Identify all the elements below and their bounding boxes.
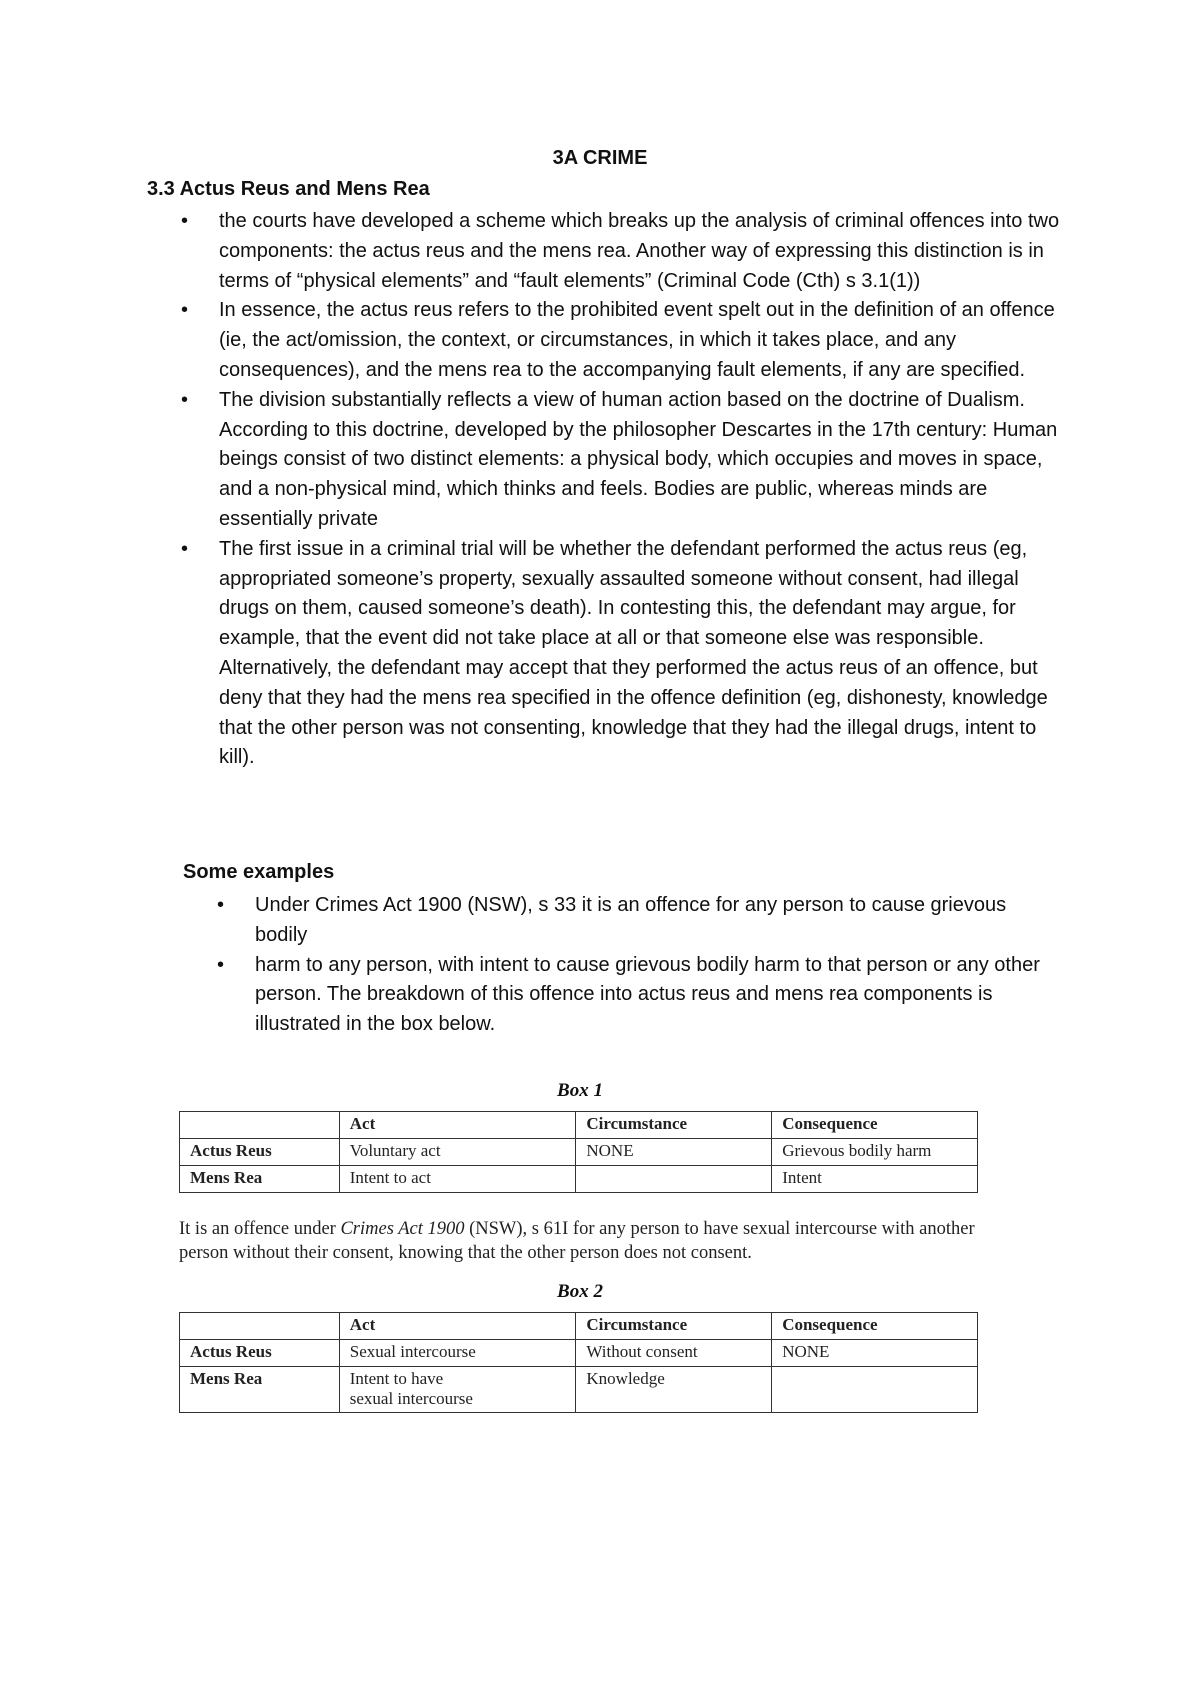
bullet-item: • In essence, the actus reus refers to the prohibited event spelt out in the definition of an offence (ie, the act/omission, the context, or circumstances, in which it takes place, and any consequences), and the mens rea to the accompanying fault elements, if any are specified. [147, 296, 1067, 385]
bullet-item: • harm to any person, with intent to cause grievous bodily harm to that person or any other person. The breakdown of this offence into actus reus and mens rea components is illustrated in the box below. [183, 951, 1063, 1040]
table-cell: NONE [772, 1340, 978, 1367]
table-cell: Knowledge [576, 1367, 772, 1413]
row-label: Actus Reus [180, 1139, 340, 1166]
examples-heading: Some examples [183, 861, 335, 883]
offence-paragraph [179, 1217, 999, 1265]
act-name: Crimes Act 1900 [340, 1219, 465, 1239]
examples-bullet-list [183, 891, 1063, 1040]
table-row [180, 1166, 978, 1193]
document-title: 3A CRIME [552, 147, 648, 169]
table-cell: Without consent [576, 1340, 772, 1367]
table-header-cell [180, 1112, 340, 1139]
box1-table [179, 1111, 978, 1193]
table-header-cell: Consequence [772, 1112, 978, 1139]
table-cell: Voluntary act [339, 1139, 576, 1166]
table-cell [772, 1367, 978, 1413]
bullet-item: • The first issue in a criminal trial will be whether the defendant performed the actus reus (eg, appropriated someone’s property, sexually assaulted someone without consent, had illegal drugs on them, caused someone’s death). In contesting this, the defendant may argue, for example, that the event did not take place at all or that someone else was responsible. Alternatively, the defendant may accept that they performed the actus reus of an offence, but deny that they had the mens rea specified in the offence definition (eg, dishonesty, knowledge that the other person was not consenting, knowledge that they had the illegal drugs, intent to kill). [147, 535, 1067, 773]
row-label: Actus Reus [180, 1340, 340, 1367]
table-cell [576, 1166, 772, 1193]
row-label: Mens Rea [180, 1166, 340, 1193]
box2-title: Box 2 [557, 1281, 603, 1302]
box1-title: Box 1 [557, 1080, 603, 1101]
row-label: Mens Rea [180, 1367, 340, 1413]
box2-table [179, 1312, 978, 1413]
table-header-cell: Circumstance [576, 1313, 772, 1340]
table-cell: Intent to act [339, 1166, 576, 1193]
cell-line: Intent to have [349, 1369, 444, 1388]
table-header-cell: Act [339, 1313, 576, 1340]
paragraph-text: (NSW), s 61I for any person to have sexual intercourse with another person without their consent, knowing that the other person does not consent. [179, 1219, 975, 1263]
table-cell: Grievous bodily harm [772, 1139, 978, 1166]
table-header-cell: Consequence [772, 1313, 978, 1340]
bullet-item: • The division substantially reflects a view of human action based on the doctrine of Dualism. According to this doctrine, developed by the philosopher Descartes in the 17th century: Human beings consist of two distinct elements: a physical body, which occupies and moves in space, and a non-physical mind, which thinks and feels. Bodies are public, whereas minds are essentially private [147, 386, 1067, 535]
table-row [180, 1139, 978, 1166]
section-heading: 3.3 Actus Reus and Mens Rea [147, 178, 430, 200]
main-bullet-list [147, 207, 1067, 773]
table-header-cell: Act [339, 1112, 576, 1139]
table-cell: Sexual intercourse [339, 1340, 576, 1367]
table-row [180, 1367, 978, 1413]
table-cell [339, 1367, 576, 1413]
paragraph-text: It is an offence under [179, 1219, 341, 1239]
bullet-item: • Under Crimes Act 1900 (NSW), s 33 it is an offence for any person to cause grievous bodily [183, 891, 1063, 951]
cell-line: sexual intercourse [349, 1389, 473, 1408]
table-row [180, 1340, 978, 1367]
table-cell: NONE [576, 1139, 772, 1166]
table-header-cell: Circumstance [576, 1112, 772, 1139]
table-header-cell [180, 1313, 340, 1340]
table-cell: Intent [772, 1166, 978, 1193]
bullet-item: • the courts have developed a scheme which breaks up the analysis of criminal offences into two components: the actus reus and the mens rea. Another way of expressing this distinction is in terms of “physical elements” and “fault elements” (Criminal Code (Cth) s 3.1(1)) [147, 207, 1067, 296]
